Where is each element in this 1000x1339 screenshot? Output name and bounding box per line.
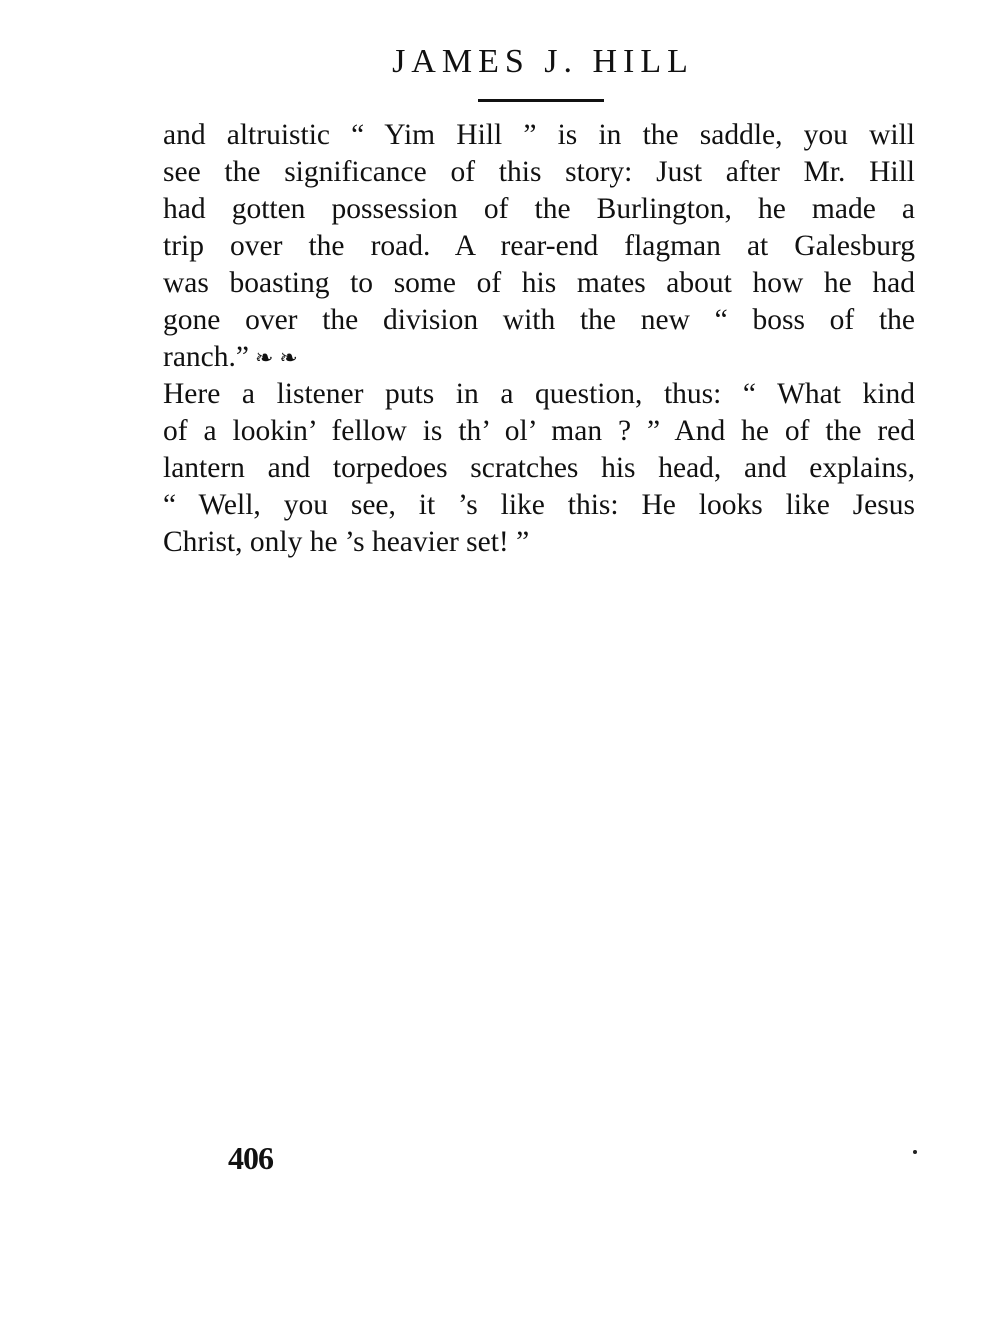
text-line: of a lookin’ fellow is th’ ol’ man ? ” And he of the red — [163, 415, 915, 447]
page-number: 406 — [228, 1140, 273, 1176]
header-rule — [478, 99, 604, 102]
text-line: lantern and torpedoes scratches his head, and explains, — [163, 452, 915, 484]
text-line: gone over the division with the new “ boss of the — [163, 304, 915, 336]
fleuron-ornament-icon: ❧ — [279, 345, 298, 370]
running-head: JAMES J. HILL — [392, 43, 694, 80]
text-line: and altruistic “ Yim Hill ” is in the saddle, you will — [163, 119, 915, 151]
text-line: see the significance of this story: Just after Mr. Hill — [163, 156, 915, 188]
fleuron-ornament-icon: ❧ — [254, 345, 274, 370]
text-line: ranch.” — [163, 341, 249, 373]
text-line-with-ornaments — [163, 339, 915, 376]
text-line: Christ, only he ’s heavier set! ” — [163, 526, 530, 558]
text-line: had gotten possession of the Burlington, he made a — [163, 193, 915, 225]
body-text — [163, 117, 915, 561]
text-line: “ Well, you see, it ’s like this: He looks like Jesus — [163, 489, 915, 521]
text-line: trip over the road. A rear-end flagman at Galesburg — [163, 230, 915, 262]
text-line: Here a listener puts in a question, thus: “ What kind — [163, 378, 915, 410]
text-line: was boasting to some of his mates about how he had — [163, 267, 915, 299]
print-speck — [913, 1150, 917, 1154]
